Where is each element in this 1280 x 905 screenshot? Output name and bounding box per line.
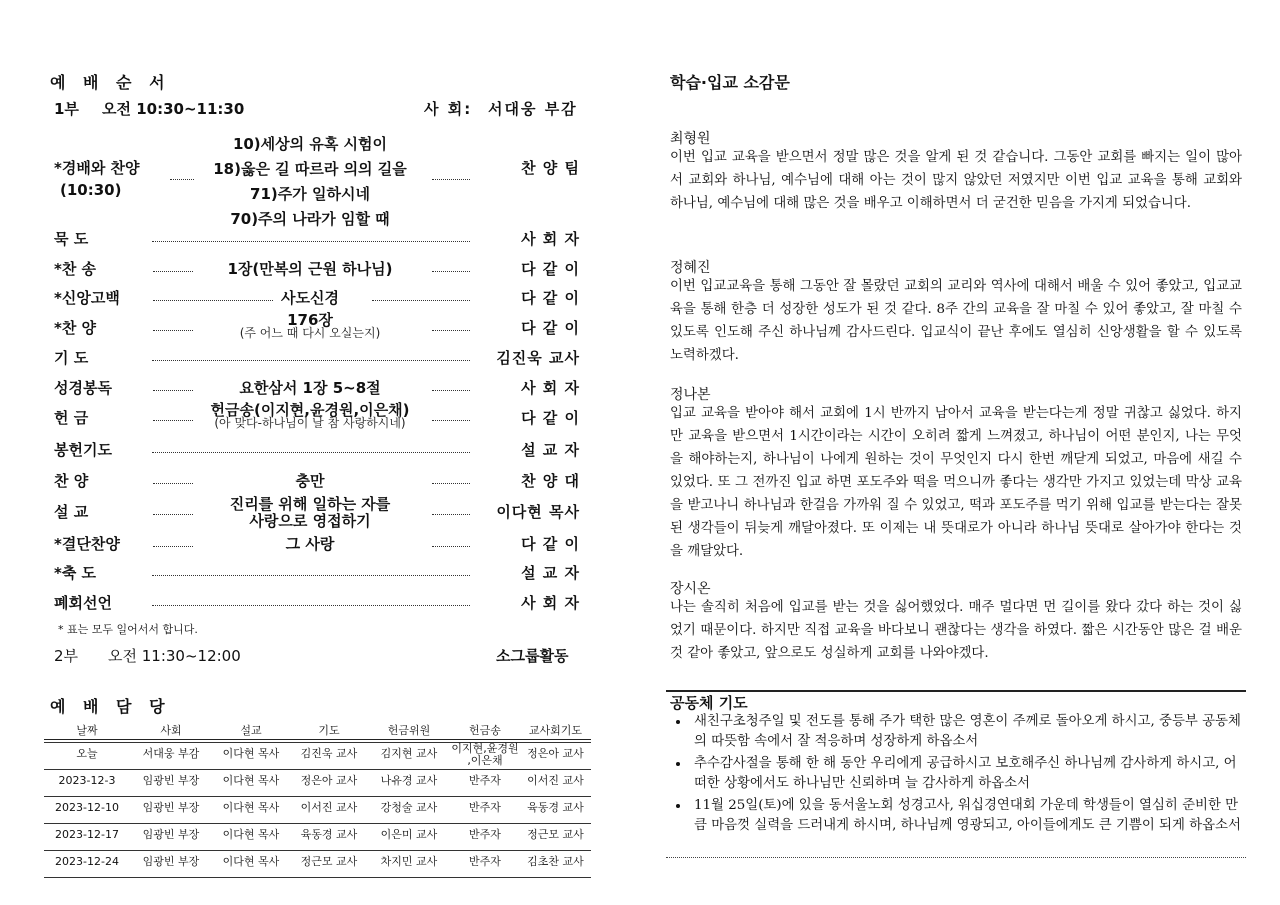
table-cell: 임광빈 부장	[142, 801, 200, 814]
table-cell: 임광빈 부장	[142, 828, 200, 841]
order-item-content: 헌금송(이지현,윤경원,이은채)	[210, 401, 410, 419]
table-cell: 반주자	[469, 828, 501, 841]
table-header-cell: 헌금송	[469, 724, 501, 737]
essay-author: 최형원	[670, 131, 711, 147]
order-item-leader: 김진욱 교사	[496, 349, 580, 367]
table-cell: 김지현 교사	[380, 747, 438, 760]
order-item-name: *결단찬양	[54, 535, 120, 553]
order-dots-left	[153, 300, 273, 301]
service2-time: 오전 11:30~12:00	[108, 647, 241, 665]
table-cell: 2023-12-24	[55, 855, 119, 868]
order-dots	[152, 452, 470, 453]
order-dots-left	[170, 179, 194, 180]
essay-text: 이번 입교 교육을 받으면서 정말 많은 것을 알게 된 것 같습니다. 그동안 교회를 빠지는 일이 많아서 교회와 하나님, 예수님에 대해 아는 것이 많지 않았던 저였지만 이번 입교 교육을 통해 교회와 하나님, 예수님에 대해 많은 것을 배우고 이해하면서 더 굳건한 믿음을 가지게 되었습니다.	[670, 150, 1242, 211]
order-dots-left	[153, 390, 193, 391]
presider-name: 서대웅 부감	[488, 100, 578, 118]
order-item-content: 10)세상의 유혹 시험이	[232, 135, 388, 153]
table-cell: 2023-12-3	[58, 774, 116, 787]
order-item-leader: 이다현 목사	[496, 503, 580, 521]
table-cell: 차지민 교사	[380, 855, 438, 868]
table-cell: 강청술 교사	[380, 801, 438, 814]
order-item-name: 폐회선언	[54, 594, 112, 612]
order-dots-right	[432, 546, 470, 547]
order-dots-right	[432, 271, 470, 272]
order-dots	[152, 575, 470, 576]
order-dots	[152, 605, 470, 606]
order-item-name: *찬 송	[54, 260, 97, 278]
order-dots-left	[153, 420, 193, 421]
order-dots-left	[153, 546, 193, 547]
table-cell: 육동경 교사	[527, 801, 584, 814]
order-item-content: 18)옳은 길 따르라 의의 길을	[213, 160, 407, 178]
table-cell: 정근모 교사	[527, 828, 584, 841]
prayer-list	[670, 712, 1242, 838]
service2-label: 2부	[54, 647, 79, 665]
order-item-leader: 다 같 이	[521, 535, 580, 553]
table-cell: 나유경 교사	[380, 774, 438, 787]
order-item-leader: 찬 양 팀	[521, 159, 580, 177]
order-dots-right	[432, 390, 470, 391]
table-cell: 임광빈 부장	[142, 855, 200, 868]
service1-time: 오전 10:30~11:30	[102, 100, 245, 118]
order-item-name: *경배와 찬양	[54, 159, 140, 177]
staff-title: 예 배 담 당	[50, 697, 171, 716]
prayer-item: • 11월 25일(토)에 있을 동서울노회 성경고사, 워십경연대회 가운데 학생들이 열심히 준비한 만큼 마음껏 실력을 드러내게 하시며, 하나님께 영광되고, 아이들에게도 큰 기쁨이 되게 하옵소서	[690, 796, 1242, 836]
order-item-leader: 사 회 자	[521, 379, 580, 397]
table-cell: 반주자	[469, 855, 501, 868]
order-dots-left	[153, 330, 193, 331]
order-dots-right	[372, 300, 470, 301]
order-dots-right	[432, 420, 470, 421]
table-cell: 오늘	[76, 747, 98, 760]
table-header-rule	[44, 739, 591, 740]
table-cell: 반주자	[469, 801, 501, 814]
order-item-name: 묵 도	[54, 230, 89, 248]
table-cell: 이다현 목사	[222, 855, 280, 868]
essay-author: 정나본	[670, 387, 711, 403]
order-item-leader: 설 교 자	[521, 564, 580, 582]
table-header-cell: 설교	[240, 724, 262, 737]
order-item-name: 설 교	[54, 503, 89, 521]
essay-author: 정혜진	[670, 260, 711, 276]
table-cell: 2023-12-17	[55, 828, 119, 841]
order-dots-right	[432, 514, 470, 515]
order-item-content: 요한삼서 1장 5~8절	[239, 379, 381, 397]
order-dots-right	[432, 483, 470, 484]
prayer-item: • 새친구초청주일 및 전도를 통해 주가 택한 많은 영혼이 주께로 돌아오게 하시고, 중등부 공동체의 따뜻함 속에서 잘 적응하며 성장하게 하옵소서	[690, 712, 1242, 752]
table-cell: 김진욱 교사	[300, 747, 358, 760]
table-cell: 반주자	[469, 774, 501, 787]
table-row-rule	[44, 850, 591, 851]
table-cell: 육동경 교사	[300, 828, 358, 841]
table-header-cell: 헌금위원	[387, 724, 431, 737]
table-cell: 이서진 교사	[300, 801, 358, 814]
table-row-rule	[44, 823, 591, 824]
table-cell: 정은아 교사	[300, 774, 358, 787]
order-item-name: 봉헌기도	[54, 441, 112, 459]
essays-title: 학습·입교 소감문	[670, 73, 790, 92]
order-item-name: 기 도	[54, 349, 89, 367]
order-item-content: 71)주가 일하시네	[250, 185, 370, 203]
table-cell: 정근모 교사	[300, 855, 358, 868]
order-item-name: *축 도	[54, 564, 97, 582]
order-item-leader: 설 교 자	[521, 441, 580, 459]
order-item-name: *찬 양	[54, 319, 97, 337]
order-title: 예 배 순 서	[50, 73, 171, 92]
table-cell: 이다현 목사	[222, 801, 280, 814]
table-cell: 2023-12-10	[55, 801, 119, 814]
table-cell: 이은미 교사	[380, 828, 438, 841]
presider-label: 사 회:	[424, 100, 473, 118]
table-header-cell: 기도	[318, 724, 340, 737]
essay-text: 입교 교육을 받아야 해서 교회에 1시 반까지 남아서 교육을 받는다는게 정말 귀찮고 싫었다. 하지만 교육을 받으면서 1시간이라는 시간이 오히려 짧게 느껴졌고, 하나님이 어떤 분인지, 나는 무엇을 해야하는지, 하나님이 나에게 원하는 것이 무엇인지 다시 한번 깨닫게 되었고, 마음에 새길 수 있었다. 또 그 전까진 입교 하면 포도주와 떡을 먹으니까 좋다는 생각만 가지고 있었는데 막상 교육을 받고나니 하나님과 한걸음 가까워 질 수 있었고, 떡과 포도주를 먹기 위해 입교를 받는다는 잘못된 생각들이 뒤늦게 깨달아졌다. 또 이제는 내 뜻대로가 아니라 하나님 뜻대로 살아가야 한다는 것을 깨달았다.	[670, 406, 1242, 559]
order-item-note: (아 맞다-하나님이 날 참 사랑하시네)	[214, 416, 406, 430]
essay-text: 나는 솔직히 처음에 입교를 받는 것을 싫어했었다. 매주 멀다면 먼 길이를 왔다 갔다 하는 것이 싫었기 때문이다. 하지만 직접 교육을 바다보니 괜찮다는 생각을 하였다. 짧은 시간동안 많은 걸 배운 것 같아 좋았고, 앞으로도 성실하게 교회를 나와야겠다.	[670, 600, 1242, 661]
order-item-content: 충만	[295, 472, 325, 490]
table-header-cell: 날짜	[76, 724, 98, 737]
order-item-name: 찬 양	[54, 472, 89, 490]
order-dots	[152, 360, 470, 361]
order-item-content: 사랑으로 영접하기	[249, 511, 371, 530]
order-item-leader: 다 같 이	[521, 260, 580, 278]
essay-author: 장시온	[670, 581, 711, 597]
order-item-leader: 다 같 이	[521, 289, 580, 307]
order-item-content: 사도신경	[281, 289, 339, 307]
order-dots-left	[153, 271, 193, 272]
order-dots-right	[432, 179, 470, 180]
order-item-leader: 찬 양 대	[521, 472, 580, 490]
table-row-rule	[44, 769, 591, 770]
prayer-title: 공동체 기도	[670, 694, 748, 712]
prayer-top-rule	[666, 690, 1246, 692]
table-cell: 서대웅 부감	[142, 747, 200, 760]
table-cell: 이다현 목사	[222, 828, 280, 841]
order-item-content: 그 사랑	[285, 535, 335, 553]
order-item-note: (주 어느 때 다시 오실는지)	[239, 326, 381, 340]
table-row-rule	[44, 877, 591, 878]
order-item-leader: 다 같 이	[521, 319, 580, 337]
order-dots-right	[432, 330, 470, 331]
order-item-content: 1장(만복의 근원 하나님)	[227, 260, 393, 278]
order-item-name: *신앙고백	[54, 289, 120, 307]
table-cell: 정은아 교사	[527, 747, 584, 760]
order-item-content: 진리를 위해 일하는 자를	[229, 494, 391, 513]
table-cell: 이다현 목사	[222, 747, 280, 760]
order-dots-left	[153, 483, 193, 484]
prayer-item: • 추수감사절을 통해 한 해 동안 우리에게 공급하시고 보호해주신 하나님께 감사하게 하시고, 어떠한 상황에서도 하나님만 신뢰하며 늘 감사하게 하옵소서	[690, 754, 1242, 794]
table-cell: 이지현,윤경원 ,이은채	[451, 742, 519, 767]
order-item-content: 176장	[287, 311, 333, 329]
table-header-cell: 교사회기도	[528, 724, 583, 737]
order-item-name: 헌 금	[54, 409, 89, 427]
order-item-time: (10:30)	[60, 181, 122, 199]
prayer-bottom-rule	[666, 857, 1246, 858]
service2-activity: 소그룹활동	[496, 647, 569, 665]
table-row-rule	[44, 796, 591, 797]
table-cell: 이서진 교사	[527, 774, 584, 787]
order-item-leader: 다 같 이	[521, 409, 580, 427]
order-item-name: 성경봉독	[54, 379, 112, 397]
table-cell: 임광빈 부장	[142, 774, 200, 787]
table-cell: 이다현 목사	[222, 774, 280, 787]
order-dots	[152, 241, 470, 242]
order-item-content: 70)주의 나라가 임할 때	[230, 210, 390, 228]
essay-text: 이번 입교교육을 통해 그동안 잘 몰랐던 교회의 교리와 역사에 대해서 배울 수 있어 좋았고, 입교교육을 통해 한층 더 성장한 성도가 된 것 같다. 8주 간의 교육을 잘 마칠 수 있어 좋았고, 잘 마칠 수 있도록 인도해 주신 하나님께 감사드린다. 입교식이 끝난 후에도 열심히 신앙생활을 할 수 있도록 노력하겠다.	[670, 279, 1242, 363]
table-header-cell: 사회	[160, 724, 182, 737]
order-item-leader: 사 회 자	[521, 230, 580, 248]
service1-label: 1부	[54, 100, 79, 118]
order-footnote: * 표는 모두 일어서서 합니다.	[58, 623, 198, 636]
table-cell: 김초찬 교사	[527, 855, 584, 868]
order-dots-left	[153, 514, 193, 515]
order-item-leader: 사 회 자	[521, 594, 580, 612]
